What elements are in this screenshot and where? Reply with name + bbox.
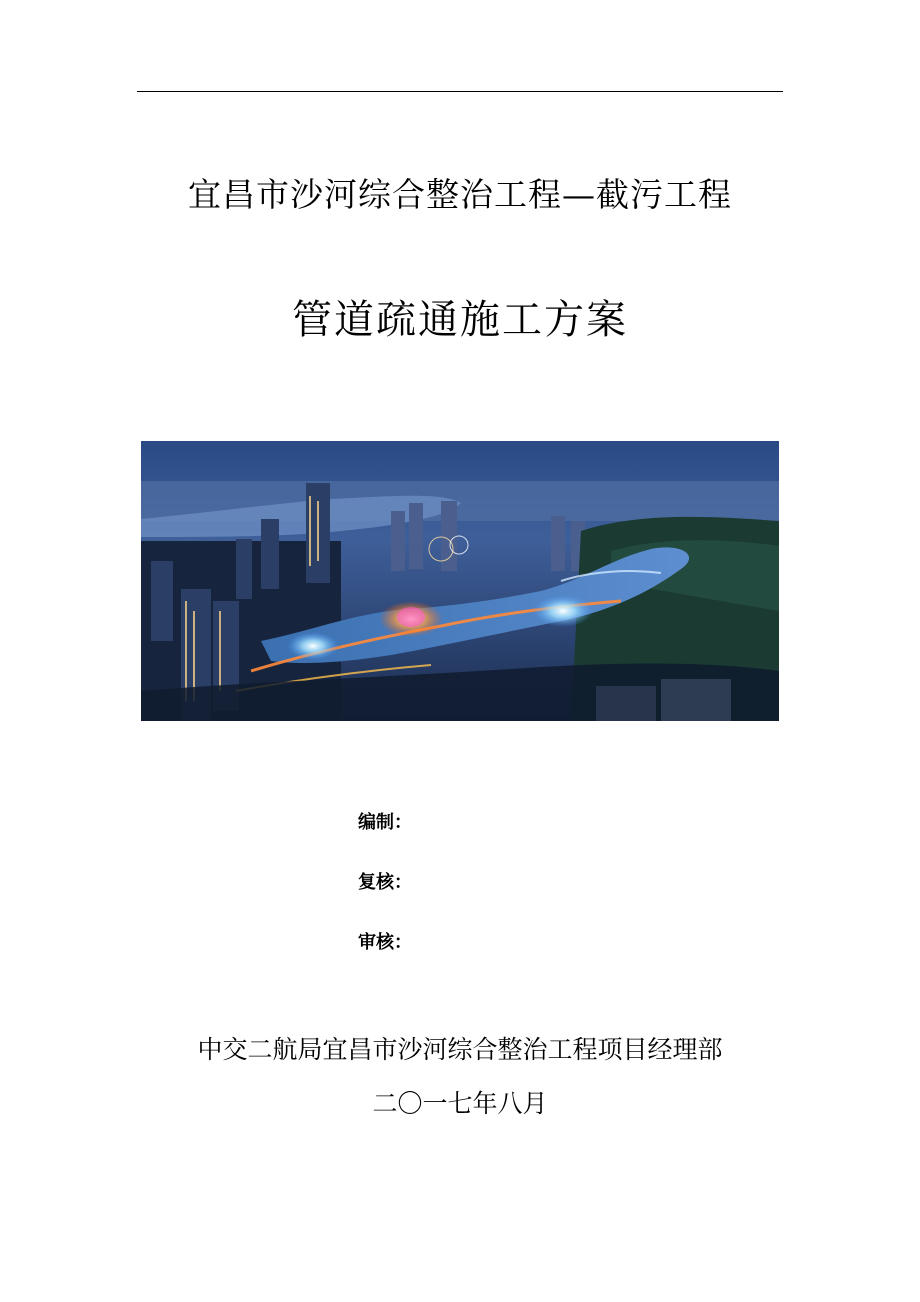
signoff-prepared-row <box>358 808 612 838</box>
signoff-reviewed-row <box>358 868 612 898</box>
document-date: 二〇一七年八月 <box>372 1089 548 1118</box>
cover-aerial-night-rendering <box>141 441 779 721</box>
signoff-approved-row <box>358 928 612 958</box>
document-title: 宜昌市沙河综合整治工程—截污工程 <box>188 175 732 214</box>
reviewed-by-label: 复核： <box>358 872 412 893</box>
signoff-block <box>358 808 612 988</box>
prepared-by-label: 编制： <box>358 812 412 833</box>
organization-name: 中交二航局宜昌市沙河综合整治工程项目经理部 <box>197 1035 723 1064</box>
document-subtitle: 管道疏通施工方案 <box>292 297 628 343</box>
approved-by-label: 审核： <box>358 932 412 953</box>
header-rule <box>137 91 783 92</box>
